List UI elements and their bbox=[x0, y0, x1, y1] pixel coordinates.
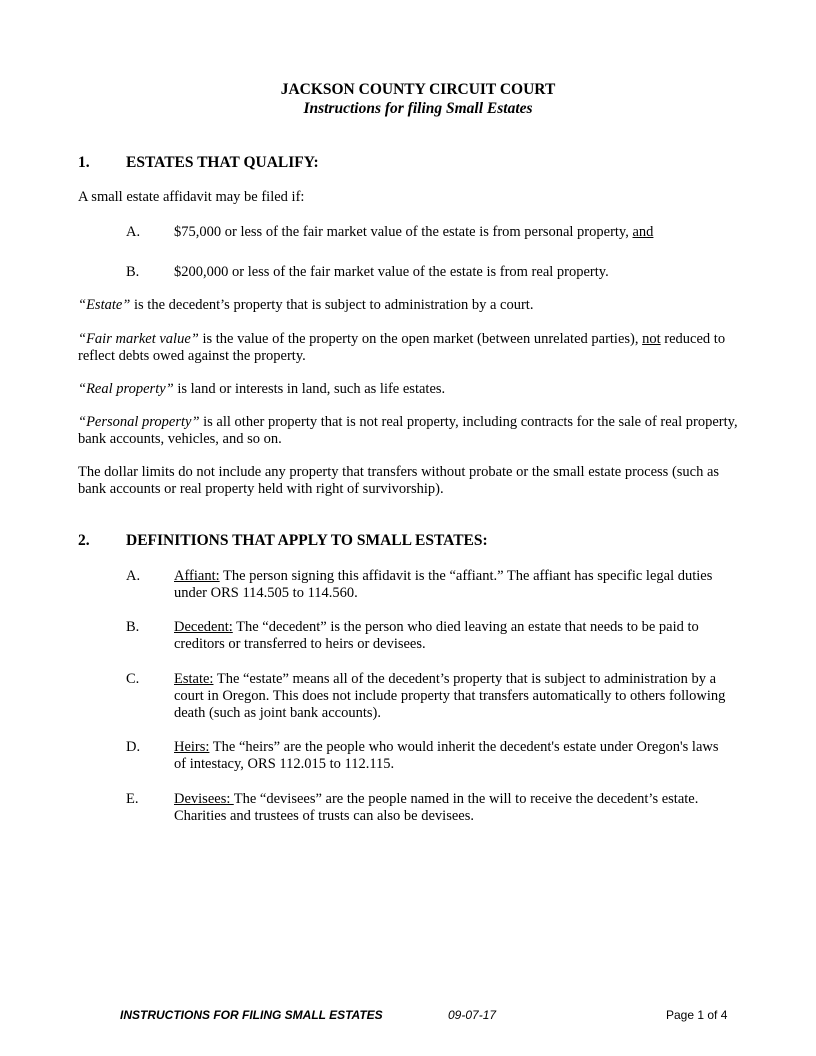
definition-term: “Personal property” bbox=[78, 414, 200, 430]
item-letter: A. bbox=[126, 568, 141, 584]
item-letter: D. bbox=[126, 739, 141, 755]
list-item bbox=[126, 224, 726, 244]
item-text bbox=[174, 619, 734, 653]
item-text bbox=[174, 791, 734, 825]
item-body: $75,000 or less of the fair market value of the estate is from personal property, bbox=[174, 224, 633, 240]
item-text bbox=[174, 224, 734, 241]
item-letter: A. bbox=[126, 224, 141, 240]
item-term: Decedent: bbox=[174, 619, 233, 635]
item-body: The “devisees” are the people named in the will to receive the decedent’s estate. Charities and trustees of trusts can also be devisees. bbox=[174, 791, 699, 824]
section-title: DEFINITIONS THAT APPLY TO SMALL ESTATES: bbox=[126, 532, 488, 549]
page-subtitle: Instructions for filing Small Estates bbox=[303, 100, 533, 117]
item-term: Affiant: bbox=[174, 568, 220, 584]
item-term: Heirs: bbox=[174, 739, 210, 755]
item-term: Devisees: bbox=[174, 791, 234, 807]
section-1-closing: The dollar limits do not include any property that transfers without probate or the small estate process (such as bank accounts or real property held with right of survivorship). bbox=[78, 464, 720, 497]
item-letter: E. bbox=[126, 791, 139, 807]
definition-body: is the decedent’s property that is subject to administration by a court. bbox=[130, 297, 534, 313]
item-body: The “estate” means all of the decedent’s property that is subject to administration by a court in Oregon. This does not include property that transfers automatically to others following death (such as joint bank accounts). bbox=[174, 671, 726, 721]
item-text bbox=[174, 739, 734, 773]
item-letter: B. bbox=[126, 264, 140, 280]
definition-term: “Fair market value” bbox=[78, 331, 199, 347]
item-letter: C. bbox=[126, 671, 140, 687]
emphasis-not: not bbox=[642, 331, 661, 347]
list-item bbox=[126, 739, 726, 775]
item-letter: B. bbox=[126, 619, 140, 635]
definition-body: is all other property that is not real property, including contracts for the sale of real property, bank accounts, vehicles, and so on. bbox=[78, 414, 738, 447]
item-body: The “decedent” is the person who died leaving an estate that needs to be paid to creditors or transferred to heirs or devisees. bbox=[174, 619, 699, 652]
emphasis-and: and bbox=[632, 224, 654, 240]
list-item bbox=[126, 264, 726, 284]
section-number: 2. bbox=[78, 532, 90, 549]
item-body: The “heirs” are the people who would inherit the decedent's estate under Oregon's laws of intestacy, ORS 112.015 to 112.115. bbox=[174, 739, 719, 772]
definition-body-cont: reduced to reflect debts owed against the property. bbox=[78, 331, 726, 364]
definition-term: “Real property” bbox=[78, 381, 174, 397]
section-1-intro: A small estate affidavit may be filed if: bbox=[78, 189, 305, 205]
footer-title: INSTRUCTIONS FOR FILING SMALL ESTATES bbox=[120, 1008, 383, 1022]
list-item bbox=[126, 791, 726, 827]
footer-date: 09-07-17 bbox=[448, 1008, 497, 1022]
item-term: Estate: bbox=[174, 671, 214, 687]
document-header bbox=[0, 80, 816, 118]
section-2-heading bbox=[0, 532, 816, 552]
list-item bbox=[126, 568, 726, 604]
definition-body: is the value of the property on the open market (between unrelated parties), bbox=[198, 331, 643, 347]
definition-term: “Estate” bbox=[78, 297, 131, 313]
list-item bbox=[126, 671, 726, 725]
item-text bbox=[174, 671, 734, 722]
definition-body: is land or interests in land, such as life estates. bbox=[173, 381, 446, 397]
list-item bbox=[126, 619, 726, 655]
item-body: The person signing this affidavit is the “affiant.” The affiant has specific legal duties under ORS 114.505 to 114.560. bbox=[174, 568, 713, 601]
section-number: 1. bbox=[78, 154, 90, 171]
definition-fair-market-value bbox=[78, 331, 743, 365]
definition-real-property bbox=[78, 381, 743, 398]
definition-estate bbox=[78, 297, 743, 314]
page-title: JACKSON COUNTY CIRCUIT COURT bbox=[280, 81, 556, 98]
item-text bbox=[174, 568, 734, 602]
definition-personal-property bbox=[78, 414, 743, 448]
item-text: $200,000 or less of the fair market value of the estate is from real property. bbox=[174, 264, 609, 280]
section-1-heading bbox=[0, 154, 816, 174]
section-title: ESTATES THAT QUALIFY: bbox=[126, 154, 319, 171]
footer-page-number: Page 1 of 4 bbox=[666, 1008, 728, 1022]
